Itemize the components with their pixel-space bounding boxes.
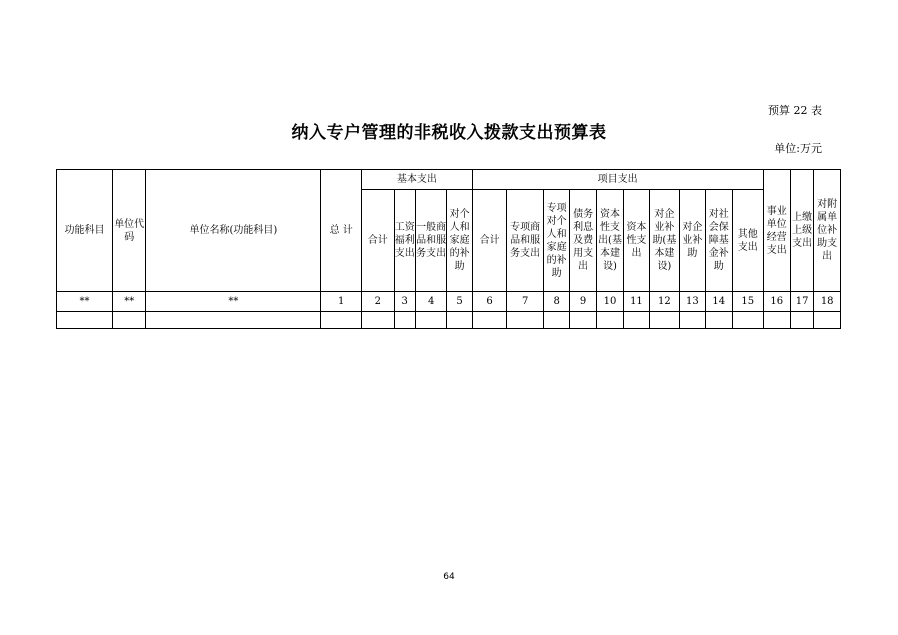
index-cell: 1 (321, 292, 362, 312)
empty-cell (763, 312, 790, 329)
index-cell: 15 (732, 292, 763, 312)
index-cell: 2 (362, 292, 395, 312)
index-row (57, 292, 841, 312)
empty-cell (624, 312, 649, 329)
empty-cell (146, 312, 321, 329)
index-cell: 10 (596, 292, 623, 312)
index-cell: ** (146, 292, 321, 312)
header-tail-1: 上缴上级支出 (790, 170, 813, 292)
empty-cell (705, 312, 732, 329)
index-cell: 17 (790, 292, 813, 312)
unit-label: 单位:万元 (774, 142, 822, 155)
empty-cell (112, 312, 146, 329)
header-project-2: 专项对个人和家庭的补助 (543, 190, 569, 292)
header-unit-code: 单位代码 (112, 170, 146, 292)
empty-cell (507, 312, 544, 329)
index-cell: 11 (624, 292, 649, 312)
index-cell: ** (112, 292, 146, 312)
header-basic-3: 对个人和家庭的补助 (447, 190, 472, 292)
empty-cell (570, 312, 596, 329)
header-tail-2: 对附属单位补助支出 (814, 170, 841, 292)
header-project-1: 专项商品和服务支出 (507, 190, 544, 292)
index-cell: 9 (570, 292, 596, 312)
form-number: 预算 22 表 (768, 104, 822, 117)
empty-cell (321, 312, 362, 329)
page-title: 纳入专户管理的非税收入拨款支出预算表 (291, 123, 607, 143)
index-cell: 16 (763, 292, 790, 312)
empty-cell (596, 312, 623, 329)
empty-cell (57, 312, 113, 329)
header-project-8: 对社会保障基金补助 (705, 190, 732, 292)
header-total: 总 计 (321, 170, 362, 292)
header-project-3: 债务利息及费用支出 (570, 190, 596, 292)
header-tail-0: 事业单位经营支出 (763, 170, 790, 292)
index-cell: 13 (680, 292, 705, 312)
header-group-project: 项目支出 (472, 170, 763, 190)
budget-table (56, 169, 841, 329)
index-cell: 7 (507, 292, 544, 312)
page-number: 64 (443, 572, 455, 582)
empty-cell (543, 312, 569, 329)
empty-cell (814, 312, 841, 329)
empty-cell (472, 312, 507, 329)
empty-cell (362, 312, 395, 329)
header-project-6: 对企业补助(基本建设) (649, 190, 680, 292)
header-project-0: 合计 (472, 190, 507, 292)
index-cell: 14 (705, 292, 732, 312)
empty-cell (415, 312, 447, 329)
empty-cell (394, 312, 415, 329)
header-basic-2: 一般商品和服务支出 (415, 190, 447, 292)
empty-cell (447, 312, 472, 329)
index-cell: 3 (394, 292, 415, 312)
empty-cell (649, 312, 680, 329)
header-unit-name: 单位名称(功能科目) (146, 170, 321, 292)
index-cell: 12 (649, 292, 680, 312)
header-project-9: 其他支出 (732, 190, 763, 292)
header-basic-1: 工资福利支出 (394, 190, 415, 292)
header-func-subject: 功能科目 (57, 170, 113, 292)
index-cell: 8 (543, 292, 569, 312)
empty-cell (732, 312, 763, 329)
header-project-4: 资本性支出(基本建设) (596, 190, 623, 292)
header-project-5: 资本性支出 (624, 190, 649, 292)
index-cell: 6 (472, 292, 507, 312)
empty-cell (680, 312, 705, 329)
index-cell: 4 (415, 292, 447, 312)
index-cell: ** (57, 292, 113, 312)
header-basic-0: 合计 (362, 190, 395, 292)
empty-cell (790, 312, 813, 329)
index-cell: 18 (814, 292, 841, 312)
empty-data-row (57, 312, 841, 329)
header-project-7: 对企业补助 (680, 190, 705, 292)
index-cell: 5 (447, 292, 472, 312)
header-group-basic: 基本支出 (362, 170, 473, 190)
